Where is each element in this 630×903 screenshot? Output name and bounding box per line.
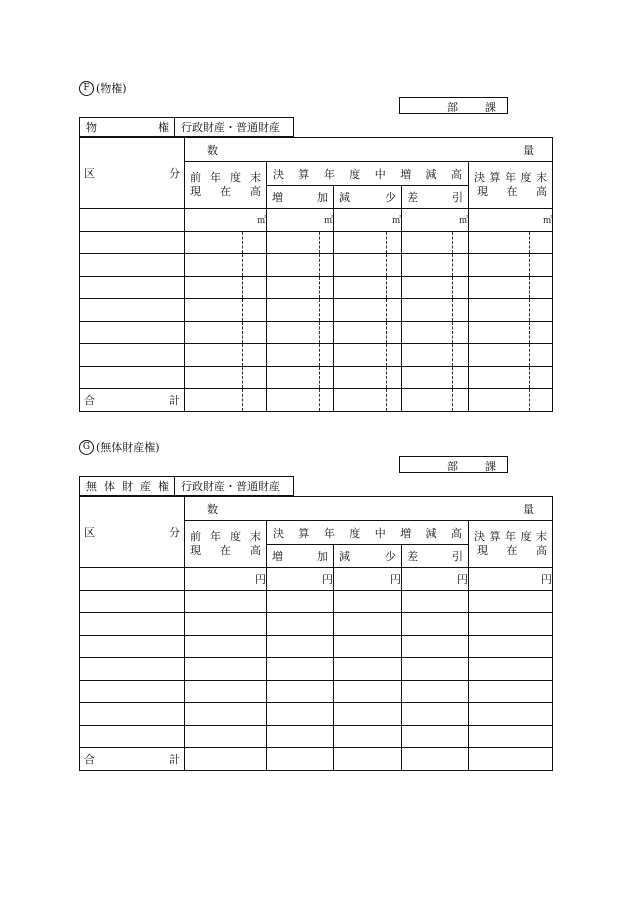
header-char: 前: [190, 530, 201, 543]
header-char: 末: [250, 530, 261, 543]
header-difference: [402, 186, 469, 209]
table-cell[interactable]: [453, 276, 469, 299]
header-char: 末: [536, 530, 547, 543]
table-cell[interactable]: [267, 725, 334, 748]
table-cell[interactable]: [530, 321, 553, 344]
table-cell[interactable]: [334, 658, 402, 681]
header-char: 増: [400, 526, 412, 540]
table-g: [79, 496, 553, 771]
table-cell[interactable]: [469, 254, 530, 277]
table-cell[interactable]: [530, 276, 553, 299]
table-cell[interactable]: [530, 299, 553, 322]
table-cell[interactable]: [80, 658, 185, 681]
table-cell[interactable]: [185, 231, 243, 254]
header-char: 在: [506, 185, 518, 198]
header-char: 中: [374, 167, 386, 181]
header-increase: [267, 186, 334, 209]
header-char: 数: [207, 502, 218, 516]
table-cell[interactable]: [267, 366, 320, 389]
table-row: [80, 299, 553, 322]
table-cell[interactable]: [334, 321, 387, 344]
table-cell[interactable]: [267, 389, 320, 412]
unit-cell: [80, 568, 185, 591]
table-cell[interactable]: [402, 590, 469, 613]
header-char: 年: [323, 167, 335, 181]
table-cell[interactable]: [320, 299, 334, 322]
header-prev-year: [185, 162, 267, 209]
header-char: 量: [523, 143, 535, 157]
total-row: [80, 748, 553, 771]
header-decrease: [334, 545, 402, 568]
unit-label: 円: [185, 568, 267, 591]
header-settle-mid: [267, 162, 469, 186]
header-char: 高: [250, 544, 261, 557]
table-cell[interactable]: [267, 635, 334, 658]
section-g-title: (無体財産権): [96, 441, 160, 454]
table-cell[interactable]: [469, 703, 553, 726]
header-char: 差: [407, 550, 418, 563]
table-cell[interactable]: [469, 725, 553, 748]
unit-label: 円: [334, 568, 402, 591]
total-label: [80, 748, 185, 771]
table-cell[interactable]: [402, 635, 469, 658]
header-char: 減: [339, 191, 350, 204]
header-char: 在: [220, 185, 231, 198]
table-cell[interactable]: [185, 321, 243, 344]
table-cell[interactable]: [267, 613, 334, 636]
property-type-label: [79, 117, 175, 137]
table-cell[interactable]: [469, 231, 530, 254]
unit-label: 円: [267, 568, 334, 591]
table-cell[interactable]: [402, 276, 453, 299]
table-cell[interactable]: [334, 344, 387, 367]
table-cell[interactable]: [185, 276, 243, 299]
table-row: [80, 321, 553, 344]
table-cell[interactable]: [469, 389, 530, 412]
header-char: 現: [477, 544, 488, 557]
table-cell[interactable]: [453, 299, 469, 322]
header-char: 高: [536, 544, 548, 557]
table-row: [80, 590, 553, 613]
table-cell[interactable]: [334, 299, 387, 322]
dept-ka: 課: [485, 101, 496, 114]
table-cell[interactable]: [453, 321, 469, 344]
table-cell[interactable]: [402, 344, 453, 367]
table-row: [80, 254, 553, 277]
unit-label: ㎡: [402, 209, 469, 232]
table-cell[interactable]: [243, 389, 267, 412]
unit-label: ㎡: [469, 209, 553, 232]
total-char: 合: [84, 393, 95, 407]
header-char: 加: [317, 550, 328, 563]
table-cell[interactable]: [402, 680, 469, 703]
table-cell[interactable]: [243, 344, 267, 367]
table-cell[interactable]: [80, 321, 185, 344]
total-row: [80, 389, 553, 412]
table-cell[interactable]: [469, 366, 530, 389]
header-char: 量: [523, 502, 535, 516]
unit-label: ㎡: [334, 209, 402, 232]
property-type-label: [79, 476, 175, 496]
table-cell[interactable]: [402, 725, 469, 748]
table-cell[interactable]: [267, 254, 320, 277]
table-cell[interactable]: [334, 590, 402, 613]
total-char: 合: [84, 752, 95, 766]
header-char: 高: [450, 167, 462, 181]
dept-bu: 部: [447, 101, 458, 114]
table-cell[interactable]: [320, 254, 334, 277]
table-cell[interactable]: [469, 590, 553, 613]
header-char: 度: [349, 526, 361, 540]
header-char: 数: [207, 143, 218, 157]
table-cell[interactable]: [334, 680, 402, 703]
header-char: 度: [520, 530, 532, 543]
table-cell[interactable]: [334, 635, 402, 658]
table-cell[interactable]: [80, 276, 185, 299]
header-char: 年: [323, 526, 335, 540]
section-marker-g: G: [79, 440, 94, 455]
header-char: 分: [169, 526, 180, 539]
table-cell[interactable]: [387, 254, 402, 277]
header-char: 現: [190, 185, 201, 198]
table-row: [80, 703, 553, 726]
label-char: 体: [104, 480, 115, 493]
header-char: 区: [84, 167, 95, 180]
header-char: 算: [298, 526, 310, 540]
table-cell[interactable]: [402, 366, 453, 389]
table-cell[interactable]: [185, 703, 267, 726]
table-row: [80, 366, 553, 389]
table-cell[interactable]: [185, 635, 267, 658]
header-char: 度: [230, 530, 241, 543]
table-cell[interactable]: [402, 389, 453, 412]
header-char: 引: [452, 550, 463, 563]
unit-label: ㎡: [185, 209, 267, 232]
header-decrease: [334, 186, 402, 209]
table-cell[interactable]: [530, 254, 553, 277]
table-cell[interactable]: [469, 748, 553, 771]
header-char: 減: [425, 167, 437, 181]
unit-cell: [80, 209, 185, 232]
header-category: [80, 138, 185, 209]
table-row: [80, 231, 553, 254]
table-cell[interactable]: [469, 680, 553, 703]
table-cell[interactable]: [80, 635, 185, 658]
table-cell[interactable]: [402, 613, 469, 636]
table-cell[interactable]: [80, 590, 185, 613]
table-cell[interactable]: [469, 344, 530, 367]
header-char: 算: [489, 171, 501, 184]
table-cell[interactable]: [334, 725, 402, 748]
table-cell[interactable]: [387, 299, 402, 322]
label-char: 権: [158, 121, 169, 134]
table-cell[interactable]: [185, 254, 243, 277]
header-char: 現: [477, 185, 488, 198]
table-cell[interactable]: [267, 703, 334, 726]
table-cell[interactable]: [267, 276, 320, 299]
table-cell[interactable]: [334, 231, 387, 254]
table-cell[interactable]: [80, 254, 185, 277]
table-row: [80, 680, 553, 703]
table-cell[interactable]: [185, 389, 243, 412]
header-char: 末: [536, 171, 547, 184]
table-cell[interactable]: [267, 231, 320, 254]
label-char: 産: [140, 480, 151, 493]
table-cell[interactable]: [80, 613, 185, 636]
table-cell[interactable]: [387, 344, 402, 367]
header-char: 現: [190, 544, 201, 557]
table-cell[interactable]: [267, 658, 334, 681]
header-char: 高: [250, 185, 261, 198]
header-increase: [267, 545, 334, 568]
section-f-title: (物権): [96, 82, 127, 95]
table-cell[interactable]: [453, 231, 469, 254]
table-cell[interactable]: [453, 254, 469, 277]
label-char: 権: [158, 480, 169, 493]
header-char: 増: [400, 167, 412, 181]
header-char: 区: [84, 526, 95, 539]
header-char: 度: [349, 167, 361, 181]
table-cell[interactable]: [185, 658, 267, 681]
header-char: 決: [474, 530, 485, 543]
header-char: 増: [272, 550, 283, 563]
table-cell[interactable]: [387, 231, 402, 254]
header-char: 増: [272, 191, 283, 204]
header-prev-year: [185, 521, 267, 568]
total-label: [80, 389, 185, 412]
table-cell[interactable]: [453, 389, 469, 412]
header-char: 高: [450, 526, 462, 540]
table-cell[interactable]: [387, 321, 402, 344]
table-cell[interactable]: [185, 590, 267, 613]
table-cell[interactable]: [530, 231, 553, 254]
table-cell[interactable]: [185, 680, 267, 703]
dept-ka: 課: [485, 460, 496, 473]
header-char: 度: [230, 171, 241, 184]
table-cell[interactable]: [243, 276, 267, 299]
header-char: 在: [506, 544, 518, 557]
table-cell[interactable]: [243, 231, 267, 254]
unit-label: 円: [402, 568, 469, 591]
table-cell[interactable]: [469, 658, 553, 681]
header-settle-end: [469, 521, 553, 568]
table-cell[interactable]: [469, 321, 530, 344]
unit-label: ㎡: [267, 209, 334, 232]
section-g-heading: [79, 439, 160, 455]
header-char: 差: [407, 191, 418, 204]
table-cell[interactable]: [267, 344, 320, 367]
table-cell[interactable]: [267, 299, 320, 322]
header-char: 決: [273, 526, 284, 540]
table-row: [80, 613, 553, 636]
table-cell[interactable]: [320, 389, 334, 412]
table-cell[interactable]: [267, 680, 334, 703]
section-marker-f: F: [79, 81, 94, 96]
table-cell[interactable]: [387, 389, 402, 412]
table-cell[interactable]: [267, 321, 320, 344]
header-char: 年: [505, 171, 516, 184]
table-cell[interactable]: [334, 613, 402, 636]
asset-class-label: 行政財産・普通財産: [175, 476, 294, 496]
table-cell[interactable]: [469, 635, 553, 658]
table-cell[interactable]: [80, 231, 185, 254]
table-cell[interactable]: [402, 748, 469, 771]
table-f: [79, 137, 553, 412]
header-char: 高: [536, 185, 548, 198]
table-cell[interactable]: [469, 613, 553, 636]
table-cell[interactable]: [320, 321, 334, 344]
department-box-f: [399, 97, 508, 114]
table-cell[interactable]: [185, 613, 267, 636]
header-char: 算: [489, 530, 501, 543]
table-row: [80, 344, 553, 367]
table-cell[interactable]: [453, 344, 469, 367]
table-cell[interactable]: [402, 254, 453, 277]
table-cell[interactable]: [334, 366, 387, 389]
table-cell[interactable]: [320, 344, 334, 367]
table-cell[interactable]: [334, 389, 387, 412]
header-char: 末: [250, 171, 261, 184]
table-cell[interactable]: [530, 389, 553, 412]
table-cell[interactable]: [185, 366, 243, 389]
table-cell[interactable]: [80, 299, 185, 322]
unit-row: [80, 568, 553, 591]
table-cell[interactable]: [80, 725, 185, 748]
table-row: [80, 725, 553, 748]
header-difference: [402, 545, 469, 568]
table-cell[interactable]: [402, 321, 453, 344]
table-cell[interactable]: [402, 703, 469, 726]
total-char: 計: [169, 752, 180, 766]
table-cell[interactable]: [267, 590, 334, 613]
table-cell[interactable]: [387, 366, 402, 389]
table-cell[interactable]: [80, 366, 185, 389]
section-g-label-box: [79, 476, 294, 496]
table-cell[interactable]: [243, 366, 267, 389]
table-cell[interactable]: [530, 366, 553, 389]
section-f-label-box: [79, 117, 294, 137]
table-cell[interactable]: [80, 680, 185, 703]
table-cell[interactable]: [469, 276, 530, 299]
table-cell[interactable]: [243, 299, 267, 322]
table-cell[interactable]: [530, 344, 553, 367]
header-char: 決: [474, 171, 485, 184]
header-settle-end: [469, 162, 553, 209]
header-char: 減: [339, 550, 350, 563]
table-cell[interactable]: [185, 299, 243, 322]
table-cell[interactable]: [402, 299, 453, 322]
header-char: 度: [520, 171, 532, 184]
table-cell[interactable]: [243, 321, 267, 344]
total-char: 計: [169, 393, 180, 407]
header-char: 年: [210, 171, 221, 184]
table-cell[interactable]: [402, 658, 469, 681]
label-char: 物: [86, 121, 97, 134]
label-char: 無: [86, 480, 97, 493]
table-cell[interactable]: [80, 703, 185, 726]
table-cell[interactable]: [320, 276, 334, 299]
header-settle-mid: [267, 521, 469, 545]
table-cell[interactable]: [334, 748, 402, 771]
header-char: 加: [317, 191, 328, 204]
table-row: [80, 276, 553, 299]
header-char: 減: [425, 526, 437, 540]
header-char: 在: [220, 544, 231, 557]
department-box-g: [399, 456, 508, 473]
header-char: 分: [169, 167, 180, 180]
table-cell[interactable]: [320, 366, 334, 389]
header-char: 少: [385, 191, 396, 204]
table-cell[interactable]: [320, 231, 334, 254]
table-cell[interactable]: [185, 344, 243, 367]
unit-row: [80, 209, 553, 232]
header-char: 中: [374, 526, 386, 540]
table-cell[interactable]: [387, 276, 402, 299]
header-quantity: [185, 138, 553, 162]
table-cell[interactable]: [80, 344, 185, 367]
table-cell[interactable]: [453, 366, 469, 389]
table-cell[interactable]: [402, 231, 453, 254]
header-char: 算: [298, 167, 310, 181]
table-cell[interactable]: [267, 748, 334, 771]
table-cell[interactable]: [243, 254, 267, 277]
header-quantity: [185, 497, 553, 521]
header-category: [80, 497, 185, 568]
header-char: 少: [385, 550, 396, 563]
label-char: 財: [122, 480, 133, 493]
header-char: 前: [190, 171, 201, 184]
header-char: 引: [452, 191, 463, 204]
header-char: 年: [210, 530, 221, 543]
table-cell[interactable]: [469, 299, 530, 322]
section-f-heading: [79, 80, 127, 96]
header-char: 決: [273, 167, 284, 181]
unit-label: 円: [469, 568, 553, 591]
table-row: [80, 658, 553, 681]
dept-bu: 部: [447, 460, 458, 473]
table-cell[interactable]: [334, 254, 387, 277]
table-row: [80, 635, 553, 658]
asset-class-label: 行政財産・普通財産: [175, 117, 294, 137]
table-cell[interactable]: [334, 703, 402, 726]
table-cell[interactable]: [185, 748, 267, 771]
table-cell[interactable]: [334, 276, 387, 299]
table-cell[interactable]: [185, 725, 267, 748]
header-char: 年: [505, 530, 516, 543]
